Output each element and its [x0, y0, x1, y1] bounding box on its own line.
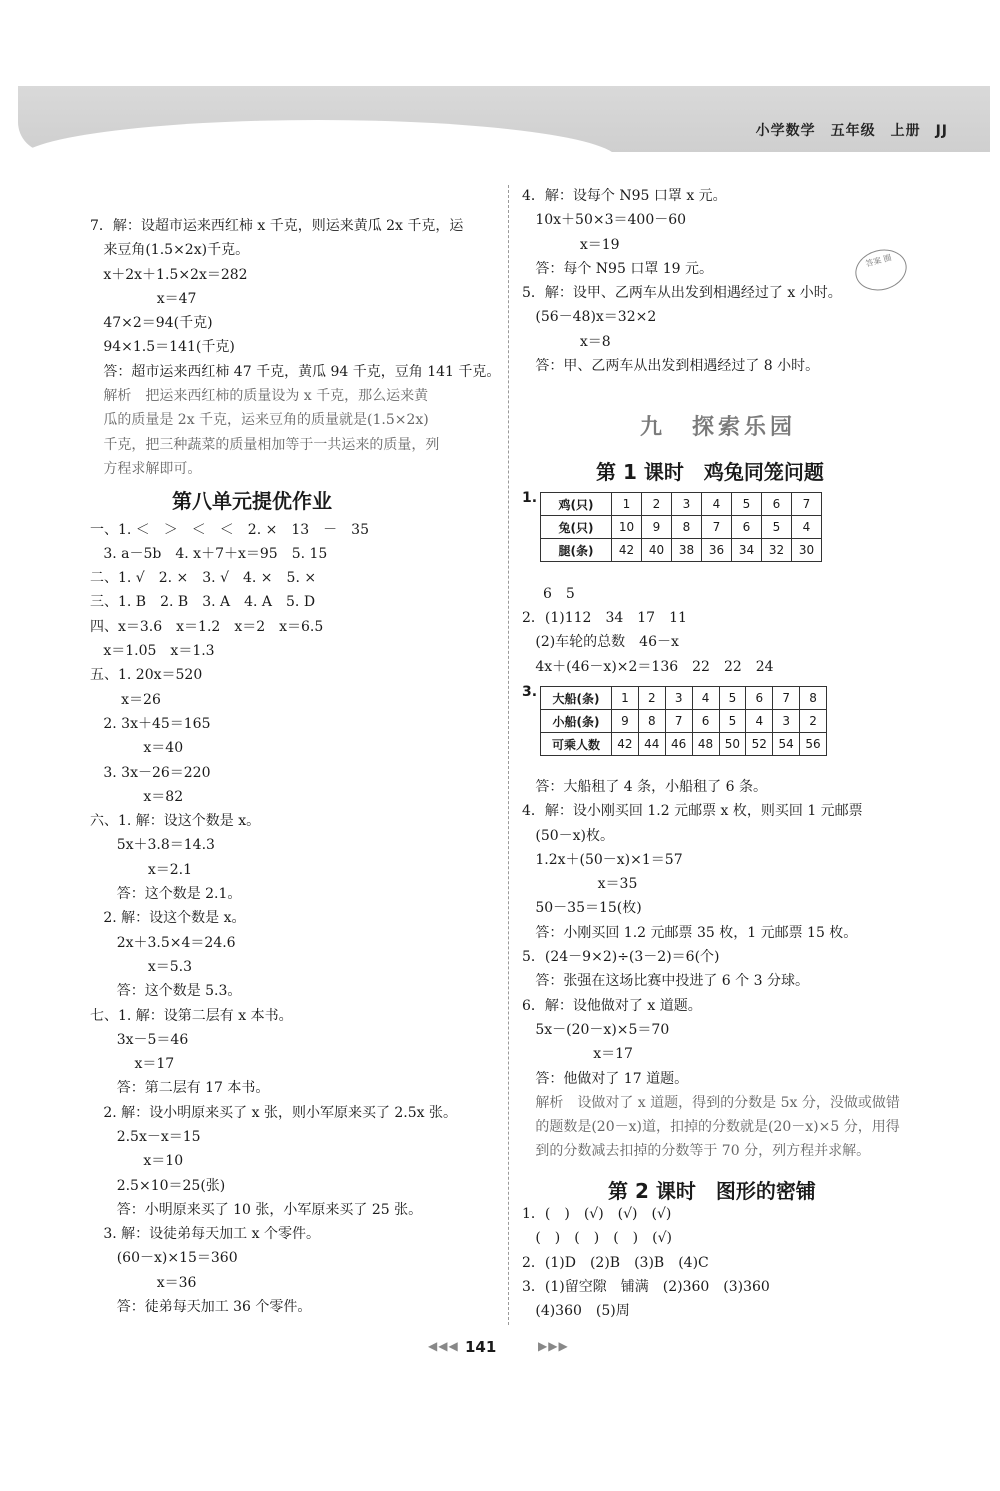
- table-cell: 5: [719, 687, 746, 710]
- answer-line: 5x＋3.8＝14.3: [90, 837, 215, 854]
- answer-line: x＝2.1: [90, 861, 193, 878]
- table-cell: 4: [746, 710, 773, 733]
- table-cell: 2: [800, 710, 827, 733]
- answer-line: x＝17: [90, 1056, 175, 1073]
- table-cell: 6: [746, 687, 773, 710]
- answer-line: 3. 解：设徒弟每天加工 x 个零件。: [90, 1226, 320, 1243]
- answer-line: 瓜的质量是 2x 千克，运来豆角的质量就是(1.5×2x): [90, 412, 429, 429]
- table-cell: 5: [719, 710, 746, 733]
- table-cell: 7: [792, 493, 822, 516]
- answer-line: 10x＋50×3＝400－60: [522, 212, 687, 229]
- table-cell: 7: [665, 710, 692, 733]
- answer-line: 五、1. 20x＝520: [90, 667, 203, 684]
- table-cell: 3: [672, 493, 702, 516]
- table-cell: 8: [800, 687, 827, 710]
- table-cell: 7: [773, 687, 800, 710]
- answer-line: 的题数是(20－x)道，扣掉的分数就是(20－x)×5 分，用得: [522, 1119, 900, 1136]
- lesson1-title: 第 1 课时 鸡兔同笼问题: [596, 460, 824, 484]
- table-cell: 48: [692, 733, 719, 756]
- answer-line: ( ) ( ) ( ) (√): [522, 1230, 672, 1247]
- table-cell: 7: [702, 516, 732, 539]
- row-label: 小船(条): [541, 710, 612, 733]
- table-cell: 3: [773, 710, 800, 733]
- answer-line: 3. 3x－26＝220: [90, 764, 211, 781]
- answer-line: 2．(1)D (2)B (3)B (4)C: [522, 1254, 709, 1271]
- answer-line: 3x－5＝46: [90, 1031, 189, 1048]
- answer-line: 答：这个数是 2.1。: [90, 886, 242, 903]
- row-label: 鸡(只): [541, 493, 612, 516]
- answer-line: 50－35＝15(枚): [522, 900, 642, 917]
- answer-line: (60－x)×15＝360: [90, 1250, 238, 1267]
- header-title: 小学数学 五年级 上册 JJ: [755, 123, 948, 139]
- table-cell: 3: [665, 687, 692, 710]
- answer-stamp: 答案 圈: [851, 244, 912, 296]
- answer-line: 答：超市运来西红柿 47 千克，黄瓜 94 千克，豆角 141 千克。: [90, 363, 501, 380]
- table-cell: 6: [732, 516, 762, 539]
- answer-line: 3. a－5b 4. x＋7＋x＝95 5. 15: [90, 545, 328, 562]
- answer-line: 答：甲、乙两车从出发到相遇经过了 8 小时。: [522, 358, 820, 375]
- lesson2-title: 第 2 课时 图形的密铺: [608, 1179, 816, 1203]
- table-cell: 9: [612, 710, 639, 733]
- answer-line: 答：小刚买回 1.2 元邮票 35 枚，1 元邮票 15 枚。: [522, 924, 858, 941]
- next-arrows-icon: ▶▶▶: [538, 1339, 569, 1353]
- answer-line: (56－48)x＝32×2: [522, 309, 657, 326]
- answer-line: 答：徒弟每天加工 36 个零件。: [90, 1299, 312, 1316]
- table-row: [541, 539, 822, 562]
- table-cell: 38: [672, 539, 702, 562]
- table-cell: 40: [642, 539, 672, 562]
- table-cell: 4: [692, 687, 719, 710]
- lesson2-answers: [522, 1202, 942, 1323]
- table-cell: 9: [642, 516, 672, 539]
- answer-line: x＝5.3: [90, 958, 193, 975]
- table-row: [541, 493, 822, 516]
- table-row: [541, 733, 827, 756]
- answer-line: 二、1. √ 2. × 3. √ 4. × 5. ×: [90, 570, 317, 587]
- answer-line: x＝10: [90, 1153, 184, 1170]
- answer-line: 3．(1)留空隙 铺满 (2)360 (3)360: [522, 1278, 770, 1295]
- answer-line: 47×2＝94(千克): [90, 315, 213, 332]
- answer-line: 5x－(20－x)×5＝70: [522, 1021, 670, 1038]
- answer-line: x＝82: [90, 788, 184, 805]
- q1-number: 1.: [522, 490, 538, 506]
- answer-line: 答：张强在这场比赛中投进了 6 个 3 分球。: [522, 973, 809, 990]
- answer-line: 解析 设做对了 x 道题，得到的分数是 5x 分，没做或做错: [522, 1094, 900, 1111]
- table-cell: 46: [665, 733, 692, 756]
- lesson1-bottom-answers: [522, 775, 962, 1164]
- answer-line: 四、x＝3.6 x＝1.2 x＝2 x＝6.5: [90, 618, 324, 635]
- table-cell: 36: [702, 539, 732, 562]
- answer-line: x＋2x＋1.5×2x＝282: [90, 266, 248, 283]
- answer-line: 4x＋(46－x)×2＝136 22 22 24: [522, 658, 774, 675]
- answer-line: 三、1. B 2. B 3. A 4. A 5. D: [90, 594, 316, 611]
- answer-line: 答：他做对了 17 道题。: [522, 1070, 689, 1087]
- answer-line: 到的分数减去扣掉的分数等于 70 分，列方程并求解。: [522, 1143, 871, 1160]
- unit8-title: 第八单元提优作业: [172, 489, 332, 514]
- answer-line: 4．解：设每个 N95 口罩 x 元。: [522, 188, 727, 204]
- table-cell: 6: [762, 493, 792, 516]
- q3-number: 3.: [522, 684, 538, 700]
- table-cell: 8: [672, 516, 702, 539]
- answer-line: 2. 3x＋45＝165: [90, 715, 211, 732]
- answer-line: (2)车轮的总数 46－x: [522, 634, 679, 651]
- page-number: 141: [465, 1338, 497, 1356]
- row-label: 可乘人数: [541, 733, 612, 756]
- answer-line: 1．( ) (√) (√) (√): [522, 1206, 672, 1222]
- answer-line: x＝17: [522, 1046, 633, 1063]
- answer-line: 5．(24－9×2)÷(3－2)＝6(个): [522, 949, 720, 966]
- answer-line: x＝35: [522, 876, 638, 893]
- row-label: 大船(条): [541, 687, 612, 710]
- answer-line: 答：小明原来买了 10 张，小军原来买了 25 张。: [90, 1201, 423, 1218]
- answer-line: 答：这个数是 5.3。: [90, 983, 242, 1000]
- lesson1-mid-answers: [522, 606, 942, 679]
- table-cell: 1: [612, 687, 639, 710]
- answer-line: x＝47: [90, 290, 197, 307]
- table-cell: 2: [642, 493, 672, 516]
- answer-line: 来豆角(1.5×2x)千克。: [90, 242, 250, 259]
- answer-line: x＝26: [90, 691, 161, 708]
- answer-line: 7．解：设超市运来西红柿 x 千克，则运来黄瓜 2x 千克，运: [90, 218, 464, 234]
- answer-line: 千克，把三种蔬菜的质量相加等于一共运来的质量，列: [90, 436, 440, 453]
- table-cell: 8: [638, 710, 665, 733]
- table-cell: 4: [792, 516, 822, 539]
- answer-line: x＝19: [522, 236, 620, 253]
- table-row: [541, 710, 827, 733]
- table-cell: 1: [612, 493, 642, 516]
- table-cell: 56: [800, 733, 827, 756]
- answer-line: 2. 解：设这个数是 x。: [90, 910, 246, 927]
- answer-line: (4)360 (5)周: [522, 1303, 630, 1320]
- answer-line: (50－x)枚。: [522, 827, 614, 844]
- answer-line: 解析 把运来西红柿的质量设为 x 千克，那么运来黄: [90, 388, 429, 405]
- q1-answer: 6 5: [543, 586, 575, 602]
- answer-line: 六、1. 解：设这个数是 x。: [90, 813, 261, 830]
- answer-line: 七、1. 解：设第二层有 x 本书。: [90, 1007, 293, 1024]
- row-label: 兔(只): [541, 516, 612, 539]
- answer-line: 2.5x－x＝15: [90, 1128, 201, 1145]
- prev-arrows-icon: ◀◀◀: [428, 1339, 459, 1353]
- answer-line: 答：每个 N95 口罩 19 元。: [522, 260, 714, 277]
- answer-line: x＝1.05 x＝1.3: [90, 643, 215, 660]
- answer-line: 4．解：设小刚买回 1.2 元邮票 x 枚，则买回 1 元邮票: [522, 803, 863, 820]
- table-cell: 30: [792, 539, 822, 562]
- table-cell: 5: [732, 493, 762, 516]
- table-cell: 2: [638, 687, 665, 710]
- answer-line: 2．(1)112 34 17 11: [522, 610, 687, 626]
- chicken-rabbit-table: [540, 492, 822, 562]
- table-cell: 10: [612, 516, 642, 539]
- answer-line: 94×1.5＝141(千克): [90, 339, 235, 356]
- unit9-title: 九 探索乐园: [640, 415, 797, 440]
- answer-line: 6．解：设他做对了 x 道题。: [522, 997, 702, 1014]
- answer-line: 2x＋3.5×4＝24.6: [90, 934, 236, 951]
- table-row: [541, 516, 822, 539]
- table-cell: 50: [719, 733, 746, 756]
- answer-line: 2. 解：设小明原来买了 x 张，则小军原来买了 2.5x 张。: [90, 1104, 458, 1121]
- column-divider: [508, 185, 509, 1325]
- answer-line: 方程求解即可。: [90, 460, 202, 477]
- table-cell: 34: [732, 539, 762, 562]
- table-row: [541, 687, 827, 710]
- table-cell: 6: [692, 710, 719, 733]
- boat-table: [540, 686, 827, 756]
- table-cell: 5: [762, 516, 792, 539]
- answer-line: 一、1. ＜ ＞ ＜ ＜ 2. × 13 － 35: [90, 521, 369, 538]
- answer-line: 答：第二层有 17 本书。: [90, 1080, 270, 1097]
- table-cell: 42: [612, 733, 639, 756]
- table-cell: 54: [773, 733, 800, 756]
- answer-line: x＝40: [90, 740, 184, 757]
- answer-line: 答：大船租了 4 条，小船租了 6 条。: [522, 779, 767, 795]
- table-cell: 52: [746, 733, 773, 756]
- table-cell: 42: [612, 539, 642, 562]
- left-column: [90, 214, 501, 1319]
- answer-line: 2.5×10＝25(张): [90, 1177, 226, 1194]
- table-cell: 32: [762, 539, 792, 562]
- table-cell: 4: [702, 493, 732, 516]
- table-cell: 44: [638, 733, 665, 756]
- answer-line: 5．解：设甲、乙两车从出发到相遇经过了 x 小时。: [522, 285, 842, 302]
- answer-line: 1.2x＋(50－x)×1＝57: [522, 851, 683, 868]
- row-label: 腿(条): [541, 539, 612, 562]
- answer-line: x＝8: [522, 333, 611, 350]
- answer-line: x＝36: [90, 1274, 197, 1291]
